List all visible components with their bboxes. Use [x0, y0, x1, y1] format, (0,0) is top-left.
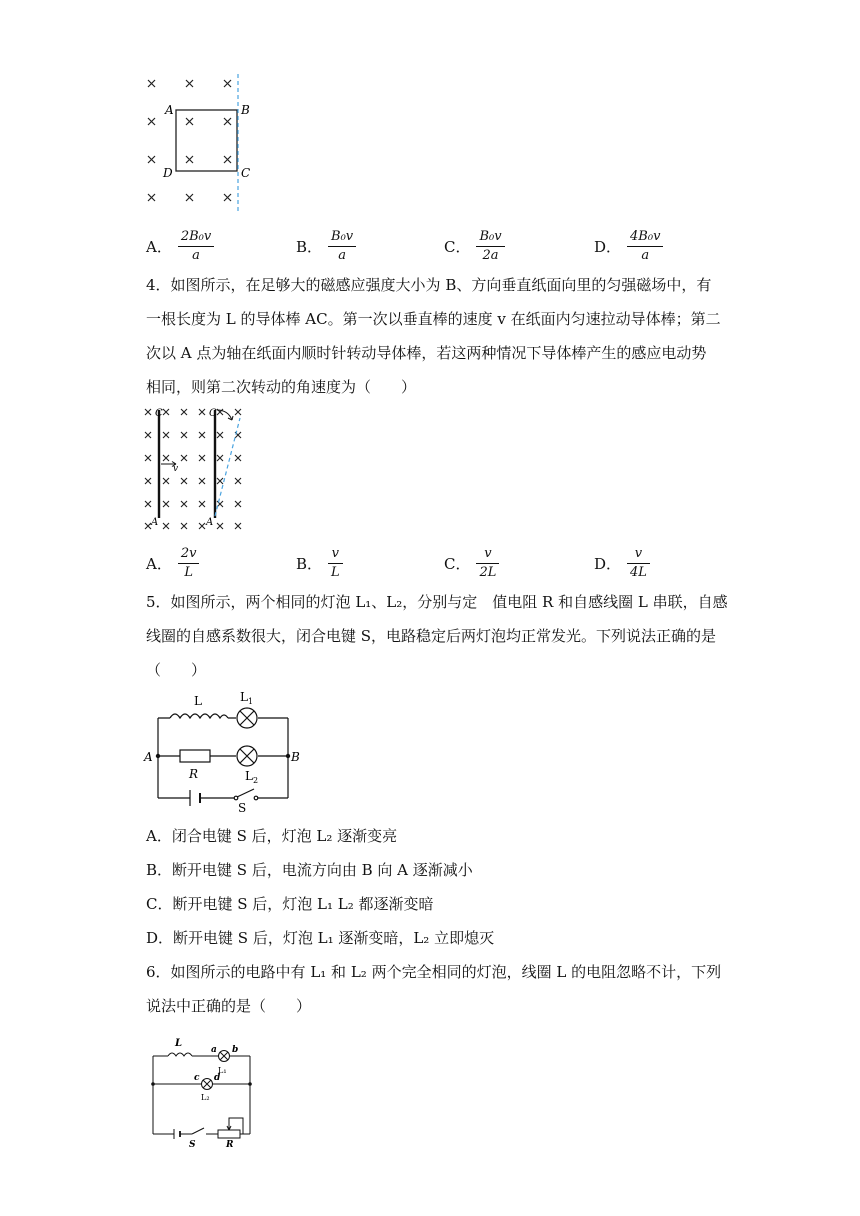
q4-text-line-4: 相同，则第二次转动的角速度为（ ）	[146, 378, 417, 396]
q3-option-c-num: B₀v	[476, 228, 504, 247]
q4-option-b-num: v	[328, 545, 343, 564]
q4-option-d[interactable]	[594, 545, 650, 582]
q5-text-line-1: 5．如图所示，两个相同的灯泡 L₁、L₂，分别与定 值电阻 R 和自感线圈 L 串联，自感	[146, 593, 728, 611]
q3-figure	[140, 72, 260, 214]
q4-field-cross	[181, 455, 187, 461]
q4-label-A-first: A	[151, 517, 159, 528]
q3-option-b-label: B．	[296, 238, 323, 256]
q5-option-c[interactable]: C．断开电键 S 后，灯泡 L₁ L₂ 都逐渐变暗	[146, 895, 434, 913]
q6-rheostat-R	[218, 1130, 240, 1138]
q4-label-C-second: C	[209, 408, 217, 419]
q4-field-cross	[217, 455, 223, 461]
q4-option-a-den: L	[184, 565, 193, 580]
q5-inductor-coil	[170, 714, 228, 718]
q3-field-crosses	[148, 80, 231, 201]
q4-field-cross	[199, 501, 205, 507]
q4-field-cross	[235, 478, 241, 484]
q4-field-cross	[217, 523, 223, 529]
q5-label-A: A	[144, 750, 153, 764]
q5-option-a[interactable]: A．闭合电键 S 后，灯泡 L₂ 逐渐变亮	[146, 827, 398, 845]
q3-option-b-den: a	[338, 248, 346, 263]
q4-field-cross	[181, 501, 187, 507]
q4-option-c-num: v	[476, 545, 499, 564]
q6-label-b: b	[232, 1045, 239, 1055]
q4-field-cross	[199, 432, 205, 438]
q5-switch-S	[237, 789, 254, 797]
q4-option-b-label: B．	[296, 555, 323, 573]
q4-text-line-1: 4．如图所示，在足够大的磁感应强度大小为 B、方向垂直纸面向里的匀强磁场中，有	[146, 276, 712, 294]
q3-option-c[interactable]	[444, 228, 505, 265]
q4-option-c-label: C．	[444, 555, 471, 573]
q4-field-cross	[199, 409, 205, 415]
q6-label-R: R	[226, 1140, 234, 1148]
q4-field-cross	[163, 523, 169, 529]
q6-label-L1: L₁	[218, 1066, 227, 1075]
q4-field-cross	[199, 478, 205, 484]
q3-option-c-den: 2a	[482, 248, 499, 263]
q4-option-a-label: A．	[146, 555, 172, 573]
q6-switch-S	[192, 1128, 204, 1134]
q4-field-cross	[181, 409, 187, 415]
q6-figure	[146, 1030, 256, 1148]
q4-label-C-first: C	[155, 408, 163, 419]
q4-field-cross	[145, 409, 151, 415]
q3-option-d[interactable]	[594, 228, 663, 265]
q3-option-a[interactable]	[146, 228, 214, 265]
q3-label-B: B	[241, 103, 250, 117]
q4-option-a[interactable]	[146, 545, 199, 582]
q5-label-S: S	[238, 801, 247, 814]
q6-label-L2: L₂	[201, 1093, 210, 1102]
q4-field-cross	[163, 501, 169, 507]
q4-option-d-fraction	[627, 545, 650, 582]
q6-text-line-2: 说法中正确的是（ ）	[146, 997, 312, 1015]
q6-inductor-coil	[168, 1053, 192, 1056]
q4-option-d-num: v	[627, 545, 650, 564]
q4-field-cross	[163, 478, 169, 484]
q4-text-line-2: 一根长度为 L 的导体棒 AC。第一次以垂直棒的速度 v 在纸面内匀速拉动导体棒；第二	[146, 310, 721, 328]
q6-label-S: S	[189, 1140, 196, 1148]
q4-field-cross	[235, 455, 241, 461]
q4-text-line-3: 次以 A 点为轴在纸面内顺时针转动导体棒，若这两种情况下导体棒产生的感应电动势	[146, 344, 707, 362]
q6-label-a: a	[211, 1045, 217, 1055]
q3-option-a-den: a	[192, 248, 200, 263]
q4-label-A-second: A	[206, 517, 214, 528]
q4-field-cross	[217, 478, 223, 484]
q4-field-cross	[217, 432, 223, 438]
q5-resistor-R	[180, 750, 210, 762]
q5-label-L1: $L_1$	[240, 690, 254, 706]
q5-text-line-2: 线圈的自感系数很大，闭合电键 S，电路稳定后两灯泡均正常发光。下列说法正确的是	[146, 627, 717, 645]
q4-figure	[142, 404, 254, 536]
q3-label-A: A	[165, 103, 174, 117]
q4-option-b-den: L	[331, 565, 340, 580]
q4-field-cross	[181, 478, 187, 484]
q4-field-cross	[163, 455, 169, 461]
q4-option-d-den: 4L	[630, 565, 647, 580]
q6-label-L: L	[175, 1038, 183, 1049]
q6-label-c: c	[194, 1073, 200, 1083]
q4-field-cross	[163, 409, 169, 415]
q4-field-cross	[181, 432, 187, 438]
q5-figure	[140, 688, 310, 814]
q4-field-cross	[145, 501, 151, 507]
q4-rotated-rod-dashed	[215, 418, 240, 516]
q4-field-cross	[163, 432, 169, 438]
q4-option-d-label: D．	[594, 555, 622, 573]
q5-option-b[interactable]: B．断开电键 S 后，电流方向由 B 向 A 逐渐减小	[146, 861, 473, 879]
q4-option-b-fraction	[328, 545, 343, 582]
q5-label-L2: $L_2$	[245, 769, 259, 785]
q5-label-L: L	[194, 694, 202, 708]
q6-text-line-1: 6．如图所示的电路中有 L₁ 和 L₂ 两个完全相同的灯泡，线圈 L 的电阻忽略不计，下列	[146, 963, 722, 981]
q5-label-B: B	[291, 750, 300, 764]
q3-option-d-den: a	[641, 248, 650, 263]
q4-option-a-fraction	[178, 545, 200, 582]
q4-option-c-fraction	[476, 545, 499, 582]
q3-option-d-num: 4B₀v	[627, 228, 663, 247]
q3-option-a-fraction	[178, 228, 214, 265]
q3-option-b-fraction	[328, 228, 356, 265]
q4-option-b[interactable]	[296, 545, 343, 582]
q4-option-c[interactable]	[444, 545, 499, 582]
q3-label-C: C	[241, 166, 251, 180]
q3-option-d-label: D．	[594, 238, 622, 256]
q4-label-v: v	[173, 464, 179, 474]
q4-field-cross	[145, 478, 151, 484]
q4-field-cross	[235, 501, 241, 507]
q4-field-cross	[181, 523, 187, 529]
q4-field-cross	[145, 432, 151, 438]
q5-label-R: R	[189, 767, 199, 781]
q6-label-d: d	[214, 1073, 221, 1083]
q3-option-c-label: C．	[444, 238, 471, 256]
q4-field-cross	[199, 455, 205, 461]
q4-option-a-num: 2v	[178, 545, 200, 564]
q4-field-cross	[235, 409, 241, 415]
q3-square-loop	[176, 110, 237, 171]
q3-option-b-num: B₀v	[328, 228, 356, 247]
q5-text-line-3: （ ）	[146, 661, 207, 679]
q4-field-cross	[235, 523, 241, 529]
q3-option-a-label: A．	[146, 238, 172, 256]
q3-option-c-fraction	[476, 228, 504, 265]
q5-option-d[interactable]: D．断开电键 S 后，灯泡 L₁ 逐渐变暗，L₂ 立即熄灭	[146, 929, 495, 947]
q3-option-b[interactable]	[296, 228, 356, 265]
q4-field-cross	[199, 523, 205, 529]
q3-option-d-fraction	[627, 228, 663, 265]
q3-option-a-num: 2B₀v	[178, 228, 214, 247]
q4-field-cross	[145, 455, 151, 461]
q4-option-c-den: 2L	[479, 565, 497, 580]
q5-top-branch-wire	[158, 718, 288, 798]
q3-label-D: D	[163, 166, 173, 180]
